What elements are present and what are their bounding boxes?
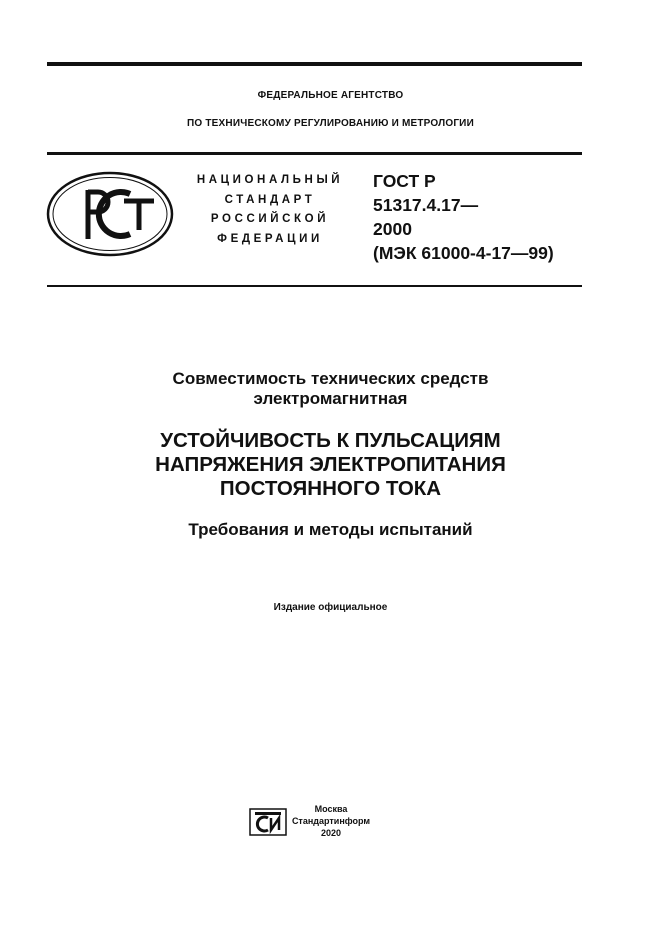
publisher-name: Стандартинформ <box>291 816 371 826</box>
gost-line: 51317.4.17— <box>373 195 479 215</box>
subtitle-line: электромагнитная <box>253 389 408 408</box>
gost-designation <box>373 169 554 265</box>
agency-line-2: ПО ТЕХНИЧЕСКОМУ РЕГУЛИРОВАНИЮ И МЕТРОЛОГИИ <box>187 118 474 129</box>
publisher-city: Москва <box>314 804 348 814</box>
gost-line: (МЭК 61000-4-17—99) <box>373 243 554 263</box>
national-standard-label <box>180 171 360 249</box>
publisher-info <box>290 803 372 839</box>
subtitle <box>0 369 661 409</box>
standard-block-rule <box>47 285 582 287</box>
agency-line-1: ФЕДЕРАЛЬНОЕ АГЕНТСТВО <box>257 90 404 101</box>
standartinform-logo-icon <box>249 808 287 836</box>
subtitle-line: Совместимость технических средств <box>172 369 489 388</box>
gost-line: 2000 <box>373 219 412 239</box>
rst-certification-mark-icon <box>46 171 174 257</box>
publisher-year: 2020 <box>320 828 342 838</box>
requirements-subtitle: Требования и методы испытаний <box>188 520 473 539</box>
title-line: УСТОЙЧИВОСТЬ К ПУЛЬСАЦИЯМ <box>160 429 501 452</box>
title-line: ПОСТОЯННОГО ТОКА <box>219 477 442 500</box>
header-rule <box>47 152 582 155</box>
top-rule <box>47 62 582 66</box>
national-standard-line: ФЕДЕРАЦИИ <box>217 232 323 245</box>
edition-label: Издание официальное <box>273 602 388 613</box>
document-title <box>0 429 661 501</box>
national-standard-line: РОССИЙСКОЙ <box>210 213 330 225</box>
national-standard-line: НАЦИОНАЛЬНЫЙ <box>196 174 344 186</box>
national-standard-line: СТАНДАРТ <box>224 193 316 206</box>
gost-line: ГОСТ Р <box>373 171 436 191</box>
title-line: НАПРЯЖЕНИЯ ЭЛЕКТРОПИТАНИЯ <box>155 453 506 476</box>
